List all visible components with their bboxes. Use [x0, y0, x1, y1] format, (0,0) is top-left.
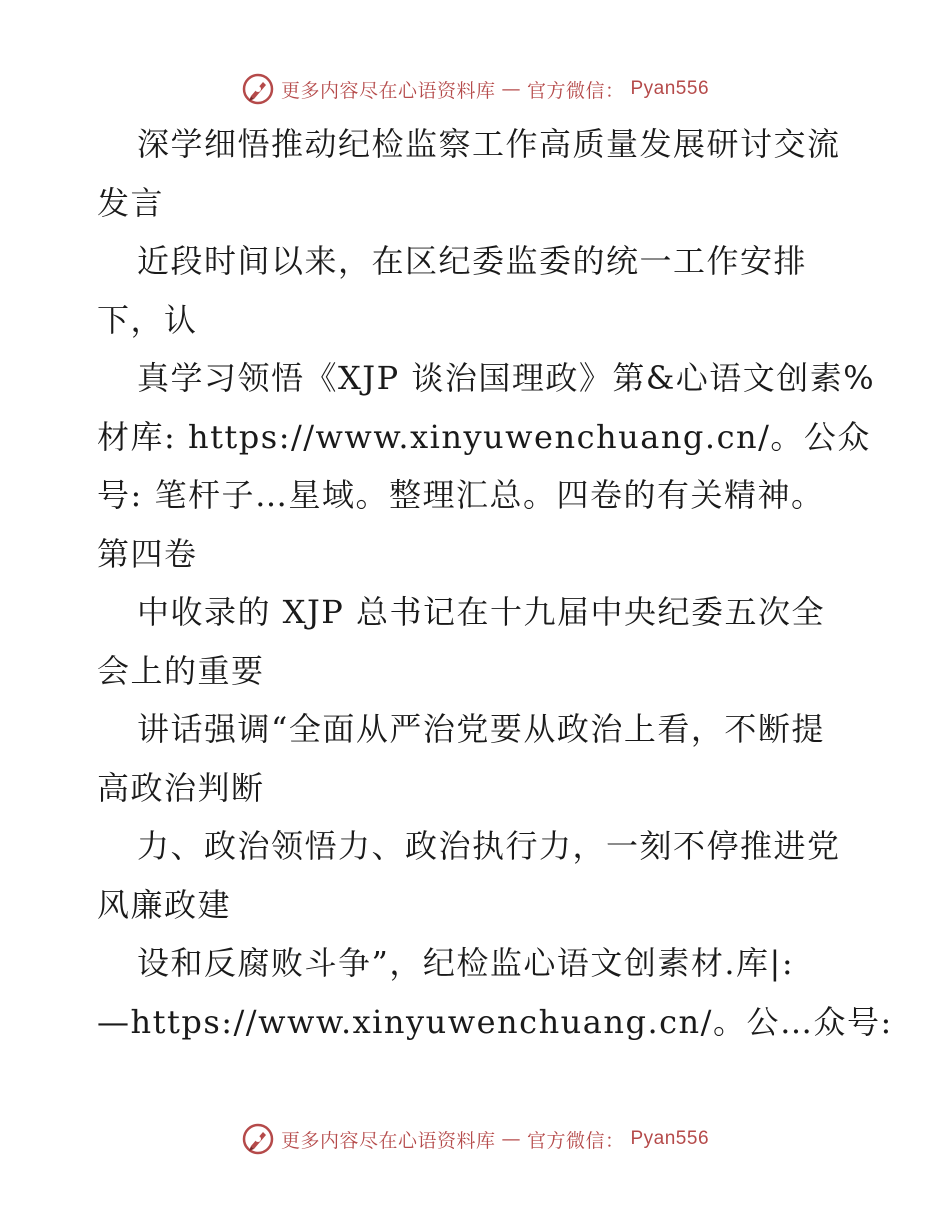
pen-logo-icon	[241, 1122, 275, 1156]
paragraph-line: 号: 笔杆子…星域。整理汇总。四卷的有关精神。	[97, 476, 825, 514]
paragraph-line: 近段时间以来，在区纪委监委的统一工作安排	[137, 242, 808, 280]
watermark-wechat-id: Pyan556	[630, 1128, 710, 1149]
document-body	[97, 115, 893, 1051]
paragraph-line: 力、政治领悟力、政治执行力，一刻不停推进党	[137, 827, 841, 865]
paragraph-line: 风廉政建	[97, 885, 232, 924]
paragraph-line: 材库: https://www.xinyuwenchuang.cn/。公众	[97, 417, 871, 456]
watermark-dash: —	[501, 78, 521, 100]
footer-watermark	[0, 1122, 950, 1156]
paragraph-line: 设和反腐败斗争”，纪检监心语文创素材.库|:	[137, 944, 795, 982]
paragraph-line: 真学习领悟《XJP 谈治国理政》第&心语文创素%	[137, 359, 876, 397]
paragraph-line: 中收录的 XJP 总书记在十九届中央纪委五次全	[137, 593, 825, 631]
paragraph-line: 会上的重要	[97, 651, 265, 690]
title-line-2: 发言	[97, 183, 165, 222]
paragraph-line: —https://www.xinyuwenchuang.cn/。公…众号:	[97, 1002, 893, 1041]
paragraph-line: 讲话强调“全面从严治党要从政治上看，不断提	[137, 710, 825, 748]
paragraph-line: 高政治判断	[97, 768, 265, 807]
watermark-text: 更多内容尽在心语资料库	[280, 1129, 496, 1152]
watermark-wechat-label: 官方微信：	[526, 1129, 625, 1152]
watermark-text: 更多内容尽在心语资料库	[280, 79, 496, 102]
header-watermark	[0, 72, 950, 106]
paragraph-line: 第四卷	[97, 534, 198, 573]
watermark-dash: —	[501, 1128, 521, 1150]
paragraph-line: 下，认	[97, 300, 198, 339]
pen-logo-icon	[241, 72, 275, 106]
title-line-1: 深学细悟推动纪检监察工作高质量发展研讨交流	[137, 125, 841, 163]
watermark-wechat-label: 官方微信：	[526, 79, 625, 102]
watermark-wechat-id: Pyan556	[630, 78, 710, 99]
